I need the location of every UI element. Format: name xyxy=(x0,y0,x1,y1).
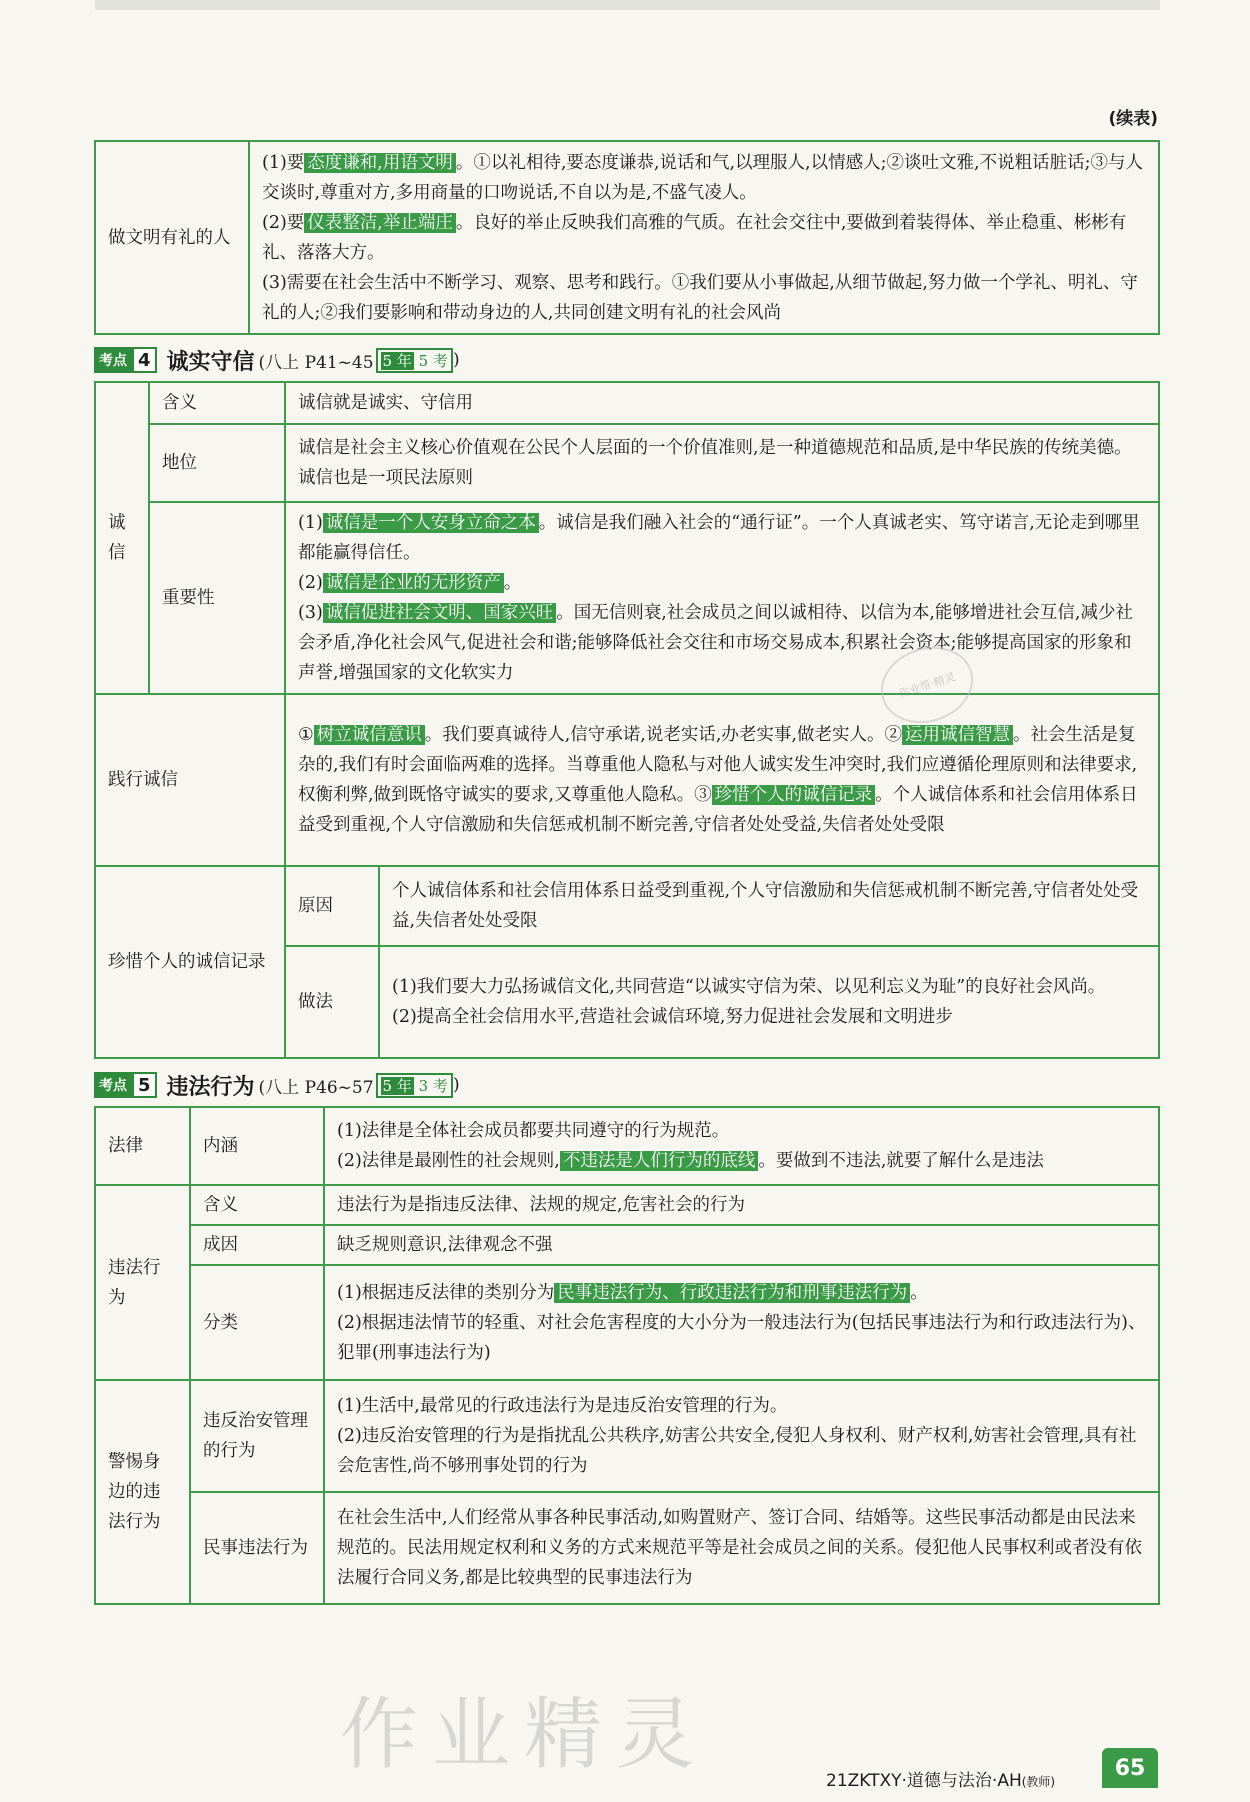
cell-text: 诚信就是诚实、守信用 xyxy=(285,382,1159,424)
top-rule xyxy=(95,0,1160,10)
highlighted-key-phrase: 仪表整洁,举止端庄 xyxy=(304,213,456,233)
continued-label: (续表) xyxy=(1108,109,1158,129)
highlighted-key-phrase: 民事违法行为、行政违法行为和刑事违法行为 xyxy=(554,1283,910,1303)
kaodian-badge xyxy=(94,347,157,373)
table-civility xyxy=(94,140,1160,335)
row-label: 践行诚信 xyxy=(95,694,285,866)
table-row xyxy=(95,1492,1159,1604)
cell-text: 个人诚信体系和社会信用体系日益受到重视,个人守信激励和失信惩戒机制不断完善,守信者处处受益,失信者处处受限 xyxy=(379,866,1159,946)
row-label: 珍惜个人的诚信记录 xyxy=(95,866,285,1058)
table-row xyxy=(95,866,1159,946)
paragraph: (2) 诚信是企业的无形资产 。 xyxy=(298,573,522,593)
row-label: 诚信 xyxy=(95,382,149,694)
row-label: 分类 xyxy=(190,1265,324,1380)
row-label: 成因 xyxy=(190,1225,324,1265)
row-label: 原因 xyxy=(285,866,379,946)
paragraph: (2)要 仪表整洁,举止端庄 。良好的举止反映我们高雅的气质。在社会交往中,要做到着装得体、举止稳重、彬彬有礼、落落大方。 xyxy=(262,212,1127,263)
row-label: 做文明有礼的人 xyxy=(95,141,249,334)
watermark-text: 作业精灵 xyxy=(340,1690,709,1780)
table-honesty xyxy=(94,381,1160,1059)
kaodian-label: 考点 xyxy=(94,1072,132,1098)
table-row xyxy=(95,694,1159,866)
section-5-heading: 考点 5 违法行为 (八上 P46~57 5 年 3 考 ) xyxy=(94,1070,460,1100)
page-number: 65 xyxy=(1102,1748,1158,1788)
row-label: 含义 xyxy=(149,382,285,424)
row-label: 做法 xyxy=(285,946,379,1058)
watermark-stamp: 作业帮·精灵 xyxy=(871,635,983,734)
section-title: 诚实守信 xyxy=(166,349,255,375)
table-row xyxy=(95,141,1159,334)
highlighted-key-phrase: 诚信是企业的无形资产 xyxy=(323,573,504,593)
table-row xyxy=(95,424,1159,502)
rich-cell xyxy=(324,1265,1159,1380)
kaodian-number: 4 xyxy=(132,347,157,373)
zhian-line-2: (2)违反治安管理的行为是指扰乱公共秩序,妨害公共安全,侵犯人身权利、财产权利,妨害社会管理,具有社会危害性,尚不够刑事处罚的行为 xyxy=(337,1426,1137,1476)
table-row xyxy=(95,502,1159,694)
highlighted-key-phrase: 珍惜个人的诚信记录 xyxy=(712,785,876,805)
row-label: 内涵 xyxy=(190,1107,324,1185)
kaodian-label: 考点 xyxy=(94,347,132,373)
table-row xyxy=(95,1107,1159,1185)
paragraph: (1)根据违反法律的类别分为 民事违法行为、行政违法行为和刑事违法行为 。 xyxy=(337,1282,928,1303)
row-label: 违反治安管理的行为 xyxy=(190,1380,324,1492)
section-title: 违法行为 xyxy=(166,1074,255,1100)
table-row xyxy=(95,1185,1159,1225)
cell-text: 在社会生活中,人们经常从事各种民事活动,如购置财产、签订合同、结婚等。这些民事活动都是由民法来规范的。民法用规定权利和义务的方式来规范平等是社会成员之间的关系。侵犯他人民事权利或者没有依法履行合同义务,都是比较典型的民事违法行为 xyxy=(324,1492,1159,1604)
highlighted-key-phrase: 树立诚信意识 xyxy=(314,725,425,745)
row-label: 地位 xyxy=(149,424,285,502)
paragraph: (1)要 态度谦和,用语文明 。①以礼相待,要态度谦恭,说话和气,以理服人,以情感人;②谈吐文雅,不说粗话脏话;③与人交谈时,尊重对方,多用商量的口吻说话,不自以为是,不盛气凌人。 xyxy=(262,152,1143,203)
highlighted-key-phrase: 运用诚信智慧 xyxy=(902,725,1013,745)
table-row xyxy=(95,1265,1159,1380)
highlighted-key-phrase: 诚信是一个人安身立命之本 xyxy=(323,513,539,533)
row-label: 法律 xyxy=(95,1107,190,1185)
row-label: 民事违法行为 xyxy=(190,1492,324,1604)
paragraph: (1) 诚信是一个人安身立命之本 。诚信是我们融入社会的“通行证”。一个人真诚老实、笃守诺言,无论走到哪里都能赢得信任。 xyxy=(298,513,1140,563)
exam-frequency: 5 年 5 考 xyxy=(376,348,453,373)
cell-text: 违法行为是指违反法律、法规的规定,危害社会的行为 xyxy=(324,1185,1159,1225)
section-reference: (八上 P46~57 xyxy=(258,1077,374,1098)
table-row xyxy=(95,1380,1159,1492)
paragraph: (2)法律是最刚性的社会规则, 不违法是人们行为的底线 。要做到不违法,就要了解什么是违法 xyxy=(337,1151,1044,1171)
table-row xyxy=(95,1225,1159,1265)
paragraph: (3)需要在社会生活中不断学习、观察、思考和践行。①我们要从小事做起,从细节做起,努力做一个学礼、明礼、守礼的人;②我们要影响和带动身边的人,共同创建文明有礼的社会风尚 xyxy=(262,272,1138,323)
highlighted-key-phrase: 诚信促进社会文明、国家兴旺 xyxy=(323,603,557,623)
paragraph: (1)法律是全体社会成员都要共同遵守的行为规范。 xyxy=(337,1121,730,1141)
row-label: 含义 xyxy=(190,1185,324,1225)
highlighted-key-phrase: 态度谦和,用语文明 xyxy=(304,153,456,173)
section-reference: (八上 P41~45 xyxy=(258,352,374,373)
highlighted-key-phrase: 不违法是人们行为的底线 xyxy=(560,1151,759,1171)
kaodian-number: 5 xyxy=(132,1072,157,1098)
section-4-heading: 考点 4 诚实守信 (八上 P41~45 5 年 5 考 ) xyxy=(94,345,460,375)
row-label: 违法行为 xyxy=(95,1185,190,1380)
row-label: 警惕身边的违法行为 xyxy=(95,1380,190,1604)
paragraph: (2)根据违法情节的轻重、对社会危害程度的大小分为一般违法行为(包括民事违法行为和行政违法行为)、犯罪(刑事违法行为) xyxy=(337,1312,1146,1363)
zuofa-line-2: (2)提高全社会信用水平,营造社会诚信环境,努力促进社会发展和文明进步 xyxy=(392,1007,953,1027)
rich-cell xyxy=(285,502,1159,694)
footer-book-code: 21ZKTXY·道德与法治·AH(教师) xyxy=(826,1771,1056,1791)
zuofa-line-1: (1)我们要大力弘扬诚信文化,共同营造“以诚实守信为荣、以见利忘义为耻”的良好社会风尚。 xyxy=(392,977,1106,997)
table-illegal-acts xyxy=(94,1106,1160,1605)
rich-cell xyxy=(249,141,1159,334)
paragraph: (3) 诚信促进社会文明、国家兴旺 。国无信则衰,社会成员之间以诚相待、以信为本,能够增进社会互信,减少社会矛盾,净化社会风气,促进社会和谐;能够降低社会交往和市场交易成本,积累社会资本;能够提高国家的形象和声誉,增强国家的文化软实力 xyxy=(298,603,1133,683)
cell-text: 缺乏规则意识,法律观念不强 xyxy=(324,1225,1159,1265)
cell-text xyxy=(379,946,1159,1058)
rich-cell xyxy=(285,694,1159,866)
row-label: 重要性 xyxy=(149,502,285,694)
table-row xyxy=(95,382,1159,424)
zhian-line-1: (1)生活中,最常见的行政违法行为是违反治安管理的行为。 xyxy=(337,1396,788,1416)
kaodian-badge xyxy=(94,1072,157,1098)
rich-cell xyxy=(324,1107,1159,1185)
cell-text xyxy=(324,1380,1159,1492)
exam-frequency: 5 年 3 考 xyxy=(376,1073,453,1098)
cell-text: 诚信是社会主义核心价值观在公民个人层面的一个价值准则,是一种道德规范和品质,是中华民族的传统美德。诚信也是一项民法原则 xyxy=(285,424,1159,502)
paragraph: ① 树立诚信意识 。我们要真诚待人,信守承诺,说老实话,办老实事,做老实人。② 运用诚信智慧 。社会生活是复杂的,我们有时会面临两难的选择。当尊重他人隐私与对他人诚实发生冲突时,我们应遵循伦理原则和法律要求,权衡利弊,做到既恪守诚实的要求,又尊重他人隐私。③ 珍惜个人的诚信记录 。个人诚信体系和社会信用体系日益受到重视,个人守信激励和失信惩戒机制不断完善,守信者处处受益,失信者处处受限 xyxy=(298,725,1138,835)
